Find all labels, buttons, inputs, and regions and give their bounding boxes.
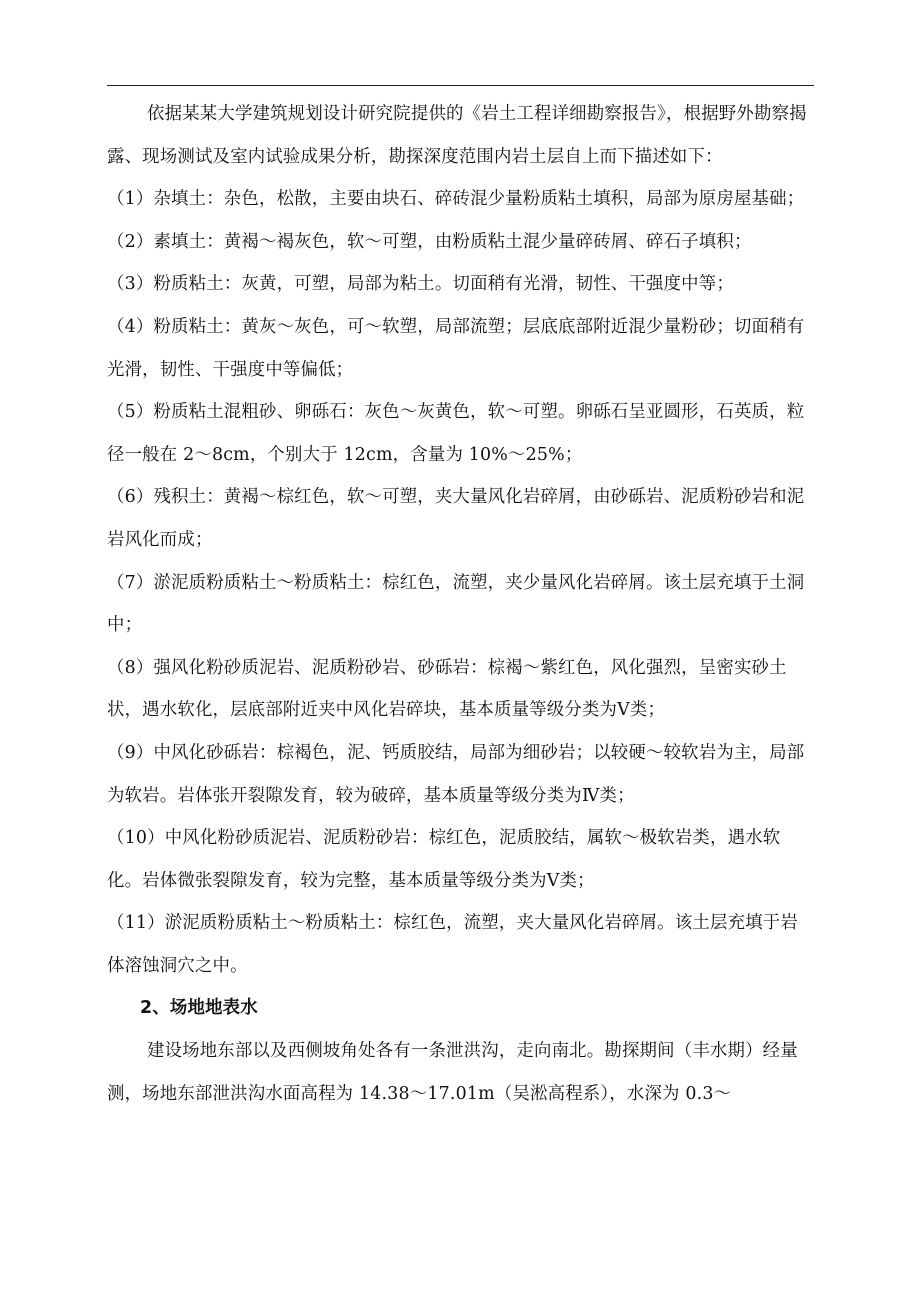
- stratum-item-6: （6）残积土：黄褐～棕红色，软～可塑，夹大量风化岩碎屑，由砂砾岩、泥质粉砂岩和泥岩风化而成；: [107, 487, 805, 550]
- stratum-item-11: （11）淤泥质粉质粘土～粉质粘土：棕红色，流塑，夹大量风化岩碎屑。该土层充填于岩体溶蚀洞穴之中。: [107, 913, 798, 976]
- document-body: [107, 93, 814, 1115]
- header-rule: [107, 85, 814, 86]
- surface-water-paragraph: 建设场地东部以及西侧坡角处各有一条泄洪沟，走向南北。勘探期间（丰水期）经量测，场地东部泄洪沟水面高程为 14.38～17.01m（吴淞高程系），水深为 0.3～: [107, 1041, 798, 1104]
- stratum-item-10: （10）中风化粉砂质泥岩、泥质粉砂岩：棕红色，泥质胶结，属软～极软岩类，遇水软化。岩体微张裂隙发育，较为完整，基本质量等级分类为Ⅴ类；: [107, 828, 781, 891]
- stratum-item-2: （2）素填土：黄褐～褐灰色，软～可塑，由粉质粘土混少量碎砖屑、碎石子填积；: [107, 231, 752, 252]
- stratum-item-4: （4）粉质粘土：黄灰～灰色，可～软塑，局部流塑；层底底部附近混少量粉砂；切面稍有光滑，韧性、干强度中等偏低；: [107, 316, 805, 380]
- intro-paragraph: 依据某某大学建筑规划设计研究院提供的《岩土工程详细勘察报告》，根据野外勘察揭露、现场测试及室内试验成果分析，勘探深度范围内岩土层自上而下描述如下：: [107, 104, 807, 167]
- stratum-item-5: （5）粉质粘土混粗砂、卵砾石：灰色～灰黄色，软～可塑。卵砾石呈亚圆形，石英质，粒径一般在 2～8cm，个别大于 12cm，含量为 10%～25%；: [107, 402, 805, 465]
- stratum-item-7: （7）淤泥质粉质粘土～粉质粘土：棕红色，流塑，夹少量风化岩碎屑。该土层充填于土洞中；: [107, 572, 805, 636]
- stratum-item-8: （8）强风化粉砂质泥岩、泥质粉砂岩、砂砾岩：棕褐～紫红色，风化强烈，呈密实砂土状，遇水软化，层底部附近夹中风化岩碎块，基本质量等级分类为Ⅴ类；: [107, 657, 787, 721]
- section-heading: 2、场地地表水: [140, 998, 258, 1019]
- stratum-item-3: （3）粉质粘土：灰黄，可塑，局部为粘土。切面稍有光滑，韧性、干强度中等；: [107, 274, 734, 295]
- stratum-item-9: （9）中风化砂砾岩：棕褐色，泥、钙质胶结，局部为细砂岩；以较硬～较软岩为主，局部为软岩。岩体张开裂隙发育，较为破碎，基本质量等级分类为Ⅳ类；: [107, 742, 805, 806]
- stratum-item-1: （1）杂填土：杂色，松散，主要由块石、碎砖混少量粉质粘土填积，局部为原房屋基础；: [107, 189, 805, 210]
